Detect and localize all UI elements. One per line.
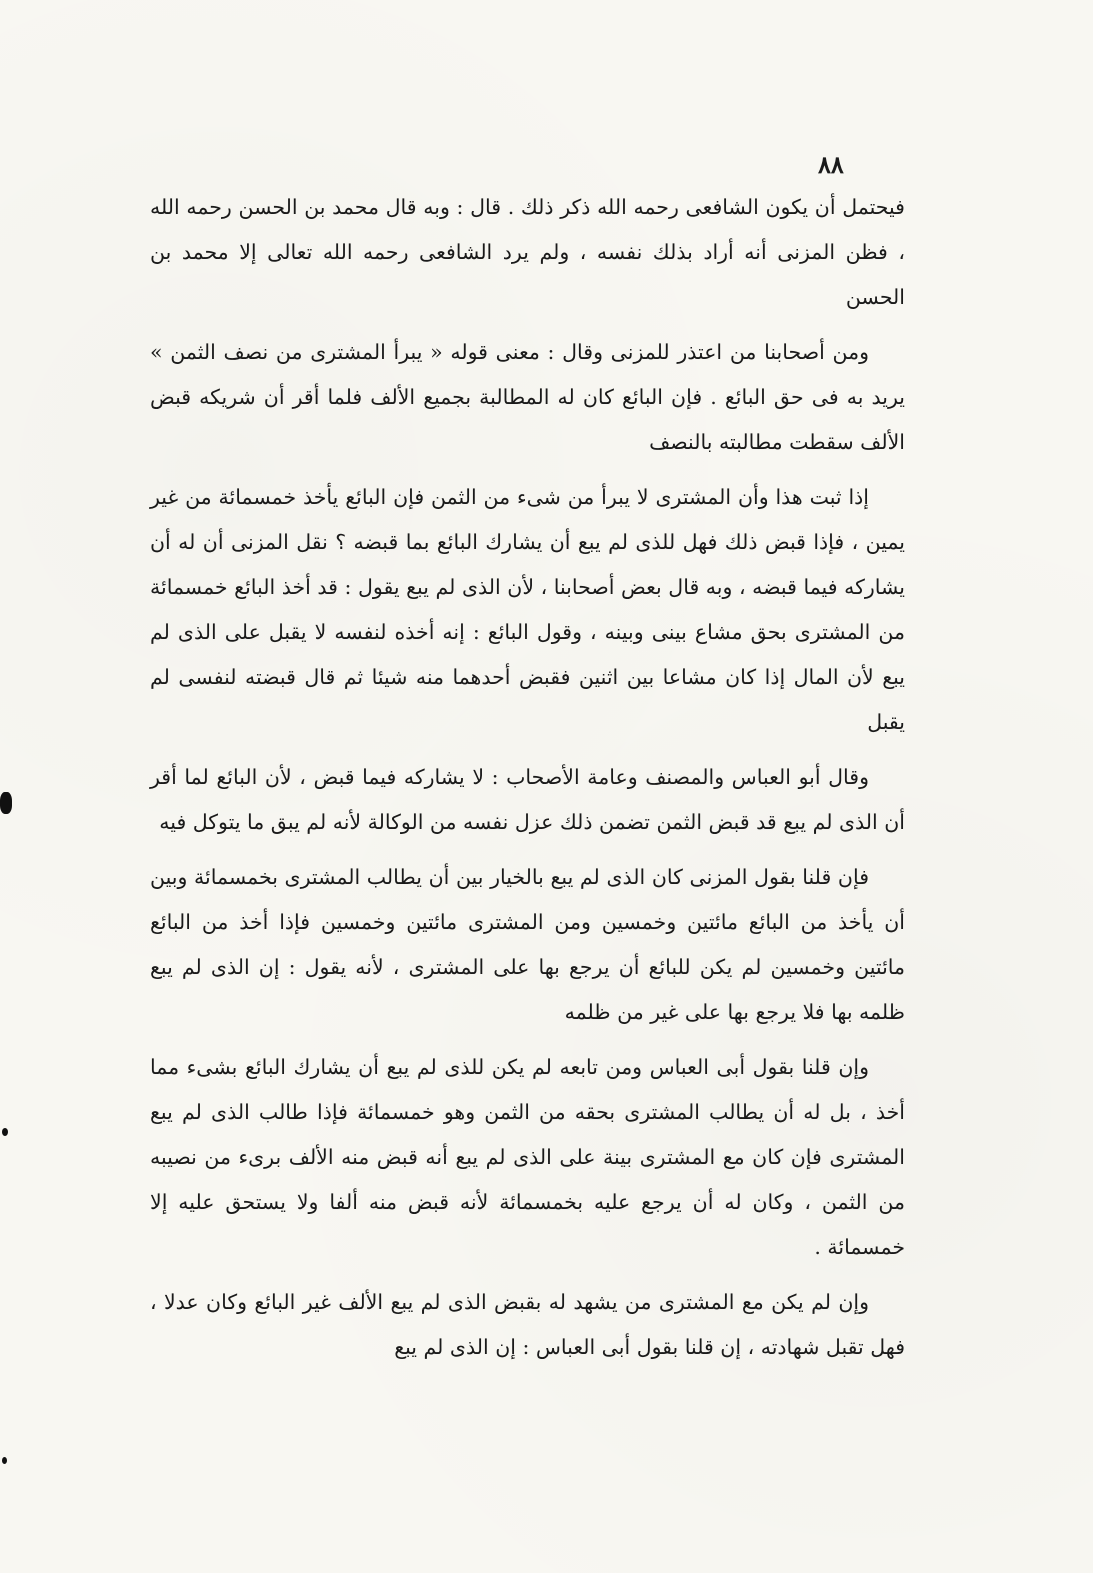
scan-ink-spot bbox=[2, 1457, 7, 1464]
paragraph-5: فإن قلنا بقول المزنى كان الذى لم يبع بالخيار بين أن يطالب المشترى بخمسمائة وبين أن يأخذ من البائع مائتين وخمسين ومن المشترى مائتين وخمسين فإذا أخذ من البائع مائتين وخمسين لم يكن للبائع أن يرجع بها على المشترى ، لأنه يقول : إن الذى لم يبع ظلمه بها فلا يرجع بها على غير من ظلمه bbox=[150, 865, 905, 1024]
paragraph-7: وإن لم يكن مع المشترى من يشهد له بقبض الذى لم يبع الألف غير البائع وكان عدلا ، فهل تقبل شهادته ، إن قلنا بقول أبى العباس : إن الذى لم يبع bbox=[150, 1290, 905, 1359]
paragraph-6: وإن قلنا بقول أبى العباس ومن تابعه لم يكن للذى لم يبع أن يشارك البائع بشىء مما أخذ ، بل له أن يطالب المشترى بحقه من الثمن وهو خمسمائة فإذا طالب الذى لم يبع المشترى فإن كان مع المشترى بينة على الذى لم يبع أنه قبض منه الألف برىء من نصيبه من الثمن ، وكان له أن يرجع عليه بخمسمائة لأنه قبض منه ألفا ولا يستحق عليه إلا خمسمائة . bbox=[150, 1055, 905, 1259]
paragraph-4: وقال أبو العباس والمصنف وعامة الأصحاب : لا يشاركه فيما قبض ، لأن البائع لما أقر أن الذى لم يبع قد قبض الثمن تضمن ذلك عزل نفسه من الوكالة لأنه لم يبق ما يتوكل فيه bbox=[150, 765, 905, 834]
paragraph-2: ومن أصحابنا من اعتذر للمزنى وقال : معنى قوله « يبرأ المشترى من نصف الثمن » يريد به فى حق البائع . فإن البائع كان له المطالبة بجميع الألف فلما أقر أن شريكه قبض الألف سقطت مطالبته بالنصف bbox=[150, 340, 905, 454]
scan-ink-spot bbox=[2, 1128, 8, 1136]
body-text bbox=[150, 185, 905, 1380]
page-number: ٨٨ bbox=[818, 150, 844, 179]
paragraph-3: إذا ثبت هذا وأن المشترى لا يبرأ من شىء من الثمن فإن البائع يأخذ خمسمائة من غير يمين ، فإذا قبض ذلك فهل للذى لم يبع أن يشارك البائع بما قبضه ؟ نقل المزنى أن له أن يشاركه فيما قبضه ، وبه قال بعض أصحابنا ، لأن الذى لم يبع يقول : قد أخذ البائع خمسمائة من المشترى بحق مشاع بينى وبينه ، وقول البائع : إنه أخذه لنفسه لا يقبل على الذى لم يبع لأن المال إذا كان مشاعا بين اثنين فقبض أحدهما منه شيئا ثم قال قبضته لنفسى لم يقبل bbox=[150, 485, 905, 734]
paragraph-1: فيحتمل أن يكون الشافعى رحمه الله ذكر ذلك . قال : وبه قال محمد بن الحسن رحمه الله ، فظن المزنى أنه أراد بذلك نفسه ، ولم يرد الشافعى رحمه الله تعالى إلا محمد بن الحسن bbox=[150, 195, 905, 309]
scan-ink-spot bbox=[0, 792, 12, 814]
